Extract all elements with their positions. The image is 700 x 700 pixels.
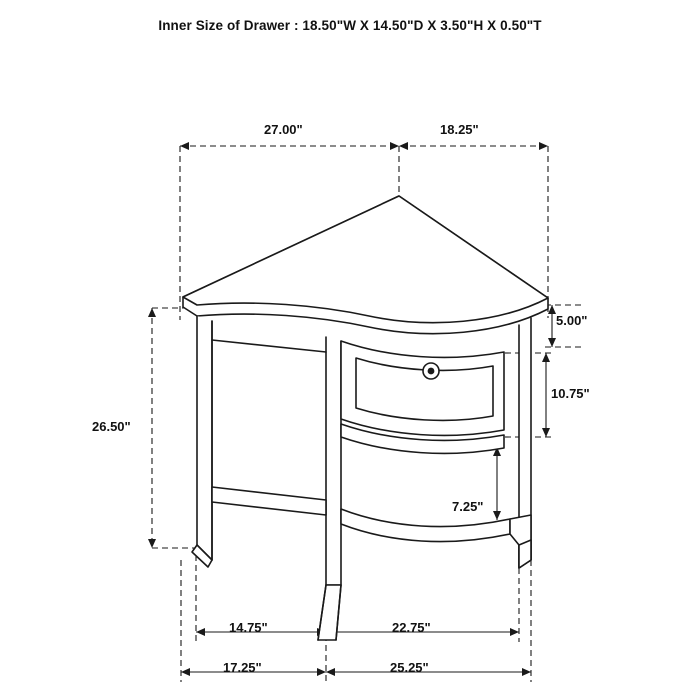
dimension-inner-lower-right: 7.25"	[452, 499, 484, 514]
dimension-top-left: 27.00"	[264, 122, 303, 137]
dimension-right-lower: 10.75"	[551, 386, 590, 401]
dimension-bottom-inner-right: 22.75"	[392, 620, 431, 635]
page-title: Inner Size of Drawer : 18.50"W X 14.50"D X 3.50"H X 0.50"T	[158, 18, 542, 33]
dimension-bottom-outer-left: 17.25"	[223, 660, 262, 675]
nightstand-illustration	[183, 196, 548, 640]
dimension-bottom-outer-right: 25.25"	[390, 660, 429, 675]
dimension-right-upper: 5.00"	[556, 313, 588, 328]
dimension-top-right: 18.25"	[440, 122, 479, 137]
dimension-bottom-inner-left: 14.75"	[229, 620, 268, 635]
dimension-left-height: 26.50"	[92, 419, 131, 434]
